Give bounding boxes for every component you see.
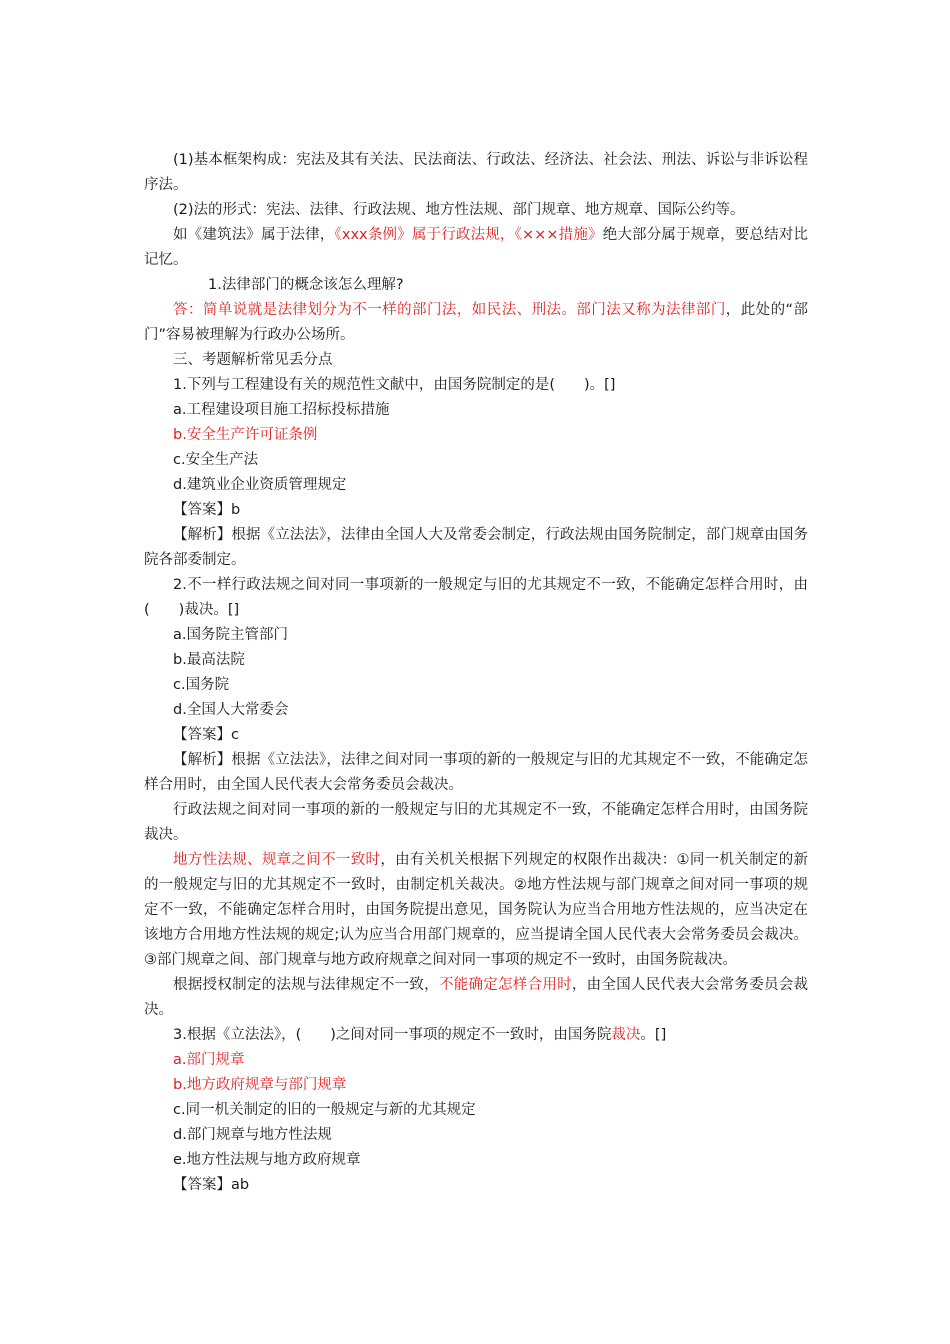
concept-answer-suffix: ，此处的“部门”容易被理解为行政办公场所。 — [144, 302, 809, 343]
question2-option-d — [144, 698, 808, 723]
question2-stem: 2.不一样行政法规之间对同一事项新的一般规定与旧的尤其规定不一致，不能确定怎样合用时，由( )裁决。[] — [144, 577, 808, 618]
option-label: a. — [173, 402, 187, 418]
concept-answer-prefix: 答： — [173, 302, 203, 318]
option-label: c. — [173, 677, 186, 693]
option-text: 全国人大常委会 — [186, 702, 289, 718]
option-label: e. — [173, 1152, 187, 1168]
option-label: d. — [173, 702, 187, 718]
option-text: 安全生产许可证条例 — [186, 427, 318, 443]
option-text: 地方性法规与地方政府规章 — [186, 1152, 361, 1168]
example-highlight: 《xxx条例》属于行政法规，《×××措施》 — [334, 227, 603, 243]
option-text: 最高法院 — [186, 652, 245, 668]
option-text: 部门规章与地方性法规 — [186, 1127, 332, 1143]
q3-stem-suffix: 。[] — [640, 1027, 667, 1043]
option-label: b. — [173, 1077, 187, 1093]
question2-analysis-para4 — [144, 973, 808, 1023]
question1-option-a — [144, 398, 808, 423]
option-text: 国务院主管部门 — [186, 627, 288, 643]
question1-answer: 【答案】b — [173, 502, 241, 518]
section3-heading: 三、考题解析常见丢分点 — [173, 352, 333, 368]
option-label: b. — [173, 427, 187, 443]
option-label: d. — [173, 1127, 187, 1143]
question2-analysis-para3 — [144, 848, 808, 973]
option-text: 安全生产法 — [185, 452, 259, 468]
question1-stem: 1.下列与工程建设有关的规范性文献中，由国务院制定的是( )。[] — [173, 377, 616, 393]
question1-option-b — [144, 423, 808, 448]
option-label: b. — [173, 652, 187, 668]
example-prefix: 如《建筑法》属于法律， — [173, 227, 335, 243]
example-suffix: 绝大部分属于规章，要总结对比记忆。 — [144, 227, 809, 268]
question2-analysis: 【解析】根据《立法法》，法律之间对同一事项的新的一般规定与旧的尤其规定不一致，不能确定怎样合用时，由全国人民代表大会常务委员会裁决。 — [144, 752, 808, 793]
question3-option-d — [144, 1123, 808, 1148]
example-paragraph — [144, 223, 808, 273]
question1-analysis: 【解析】根据《立法法》，法律由全国人大及常委会制定，行政法规由国务院制定，部门规章由国务院各部委制定。 — [144, 527, 808, 568]
option-label: c. — [173, 1102, 186, 1118]
para4-highlight: 不能确定怎样合用时 — [438, 977, 572, 993]
option-label: d. — [173, 477, 187, 493]
para4-suffix: ，由全国人民代表大会常务委员会裁决。 — [144, 977, 809, 1018]
para4-prefix: 根据授权制定的法规与法律规定不一致， — [173, 977, 439, 993]
para3-highlight: 地方性法规、规章之间不一致时 — [173, 852, 381, 868]
forms-paragraph: (2)法的形式：宪法、法律、行政法规、地方性法规、部门规章、地方规章、国际公约等。 — [173, 202, 745, 218]
concept-answer-paragraph — [144, 298, 808, 348]
question2-option-b — [144, 648, 808, 673]
question3-option-a — [144, 1048, 808, 1073]
option-label: a. — [173, 627, 187, 643]
concept-answer-highlight: 简单说就是法律划分为不一样的部门法，如民法、刑法。部门法又称为法律部门 — [202, 302, 726, 318]
framework-paragraph: (1)基本框架构成：宪法及其有关法、民法商法、行政法、经济法、社会法、刑法、诉讼与非诉讼程序法。 — [144, 152, 808, 193]
option-text: 建筑业企业资质管理规定 — [186, 477, 347, 493]
q3-stem-prefix: 3.根据《立法法》，( )之间对同一事项的规定不一致时，由国务院 — [173, 1027, 612, 1043]
q3-stem-highlight: 裁决 — [611, 1027, 641, 1043]
question3-option-e — [144, 1148, 808, 1173]
para3-rest: ，由有关机关根据下列规定的权限作出裁决：①同一机关制定的新的一般规定与旧的尤其规定不一致时，由制定机关裁决。②地方性法规与部门规章之间对同一事项的规定不一致，不能确定怎样合用时，由国务院提出意见，国务院认为应当合用地方性法规的，应当决定在该地方合用地方性法规的规定;认为应当合用部门规章的，应当提请全国人民代表大会常务委员会裁决。③部门规章之间、部门规章与地方政府规章之间对同一事项的规定不一致时，由国务院裁决。 — [144, 852, 809, 968]
concept-question-title: 1.法律部门的概念该怎么理解? — [208, 277, 404, 293]
document-page — [144, 148, 808, 1198]
question3-stem — [144, 1023, 808, 1048]
question2-analysis-para2: 行政法规之间对同一事项的新的一般规定与旧的尤其规定不一致，不能确定怎样合用时，由国务院裁决。 — [144, 802, 808, 843]
option-label: a. — [173, 1052, 187, 1068]
question1-option-d — [144, 473, 808, 498]
option-text: 国务院 — [185, 677, 230, 693]
option-text: 地方政府规章与部门规章 — [186, 1077, 347, 1093]
question2-option-a — [144, 623, 808, 648]
option-label: c. — [173, 452, 186, 468]
question2-answer: 【答案】c — [173, 727, 239, 743]
option-text: 工程建设项目施工招标投标措施 — [186, 402, 390, 418]
question2-option-c — [144, 673, 808, 698]
question3-option-b — [144, 1073, 808, 1098]
option-text: 部门规章 — [186, 1052, 245, 1068]
question3-option-c — [144, 1098, 808, 1123]
option-text: 同一机关制定的旧的一般规定与新的尤其规定 — [185, 1102, 476, 1118]
question1-option-c — [144, 448, 808, 473]
question3-answer: 【答案】ab — [173, 1177, 250, 1193]
